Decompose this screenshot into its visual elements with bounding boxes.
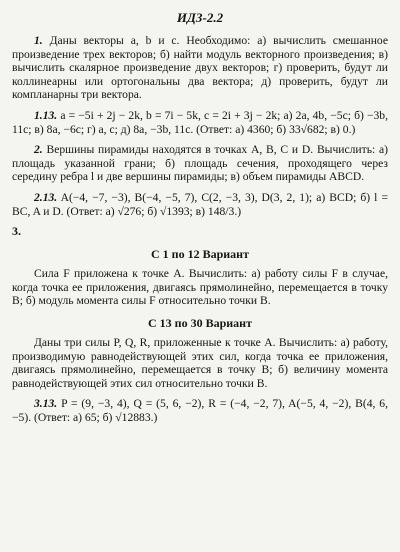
item-1-13-text: a = −5i + 2j − 2k, b = 7i − 5k, c = 2i + 3j − 2k; а) 2a, 4b, −5c; б) −3b, 11c; в) 8a, −6c; г) a, c; д) 8a, −3b, 11c. (Ответ: а) 4360; б) 33√682; в) 0.) (12, 108, 388, 136)
variant-1-heading: С 1 по 12 Вариант (151, 247, 249, 262)
task-2 (12, 143, 388, 184)
item-1-13-number: 1.13. (34, 108, 58, 122)
task-1-number: 1. (34, 34, 43, 47)
variant-2-text: Даны три силы P, Q, R, приложенные к точке A. Вычислить: а) работу, производимую равнодействующей этих сил, когда точка ее приложения, двигаясь прямолинейно, перемещается в точку B; б) величину момента равнодействующей этих сил относительно точки B. (12, 335, 388, 390)
item-1-13 (12, 109, 388, 136)
variant-2-heading: С 13 по 30 Вариант (148, 315, 252, 330)
page-title: ИДЗ-2.2 (176, 10, 224, 25)
item-3-13 (12, 397, 388, 424)
task-1 (12, 34, 388, 102)
item-2-13-number: 2.13. (34, 190, 58, 204)
item-3-13-text: P = (9, −3, 4), Q = (5, 6, −2), R = (−4, −2, 7), A(−5, 4, −2), B(4, 6, −5). (Ответ: а) 65; б) √12883.) (12, 397, 388, 424)
task-2-number: 2. (34, 143, 43, 157)
task-2-text: Вершины пирамиды находятся в точках A, B, C и D. Вычислить: а) площадь указанной грани; б) площадь сечения, проходящего через середину ребра l и две вершины пирамиды; в) объем пирамиды ABCD. (12, 143, 388, 184)
item-2-13-text: A(−4, −7, −3), B(−4, −5, 7), C(2, −3, 3), D(3, 2, 1); а) BCD; б) l = BC, A и D. (Ответ: а) √276; б) √1393; в) 148/3.) (12, 190, 388, 218)
item-2-13 (12, 191, 388, 218)
task-1-text: Даны векторы a, b и c. Необходимо: а) вычислить смешанное произведение трех векторов; б) найти модуль векторного произведения; в) вычислить скалярное произведение двух векторов; г) проверить, будут ли коллинеарны или ортогональны два вектора; д) проверить, будут ли компланарны три вектора. (12, 34, 389, 102)
task-3-number: 3. (12, 224, 21, 239)
variant-1-text: Сила F приложена к точке A. Вычислить: а) работу силы F в случае, когда точка ее приложения, двигаясь прямолинейно, перемещается в точку B; б) модуль момента силы F относительно точки B. (12, 267, 388, 308)
item-3-13-number: 3.13. (34, 397, 58, 411)
